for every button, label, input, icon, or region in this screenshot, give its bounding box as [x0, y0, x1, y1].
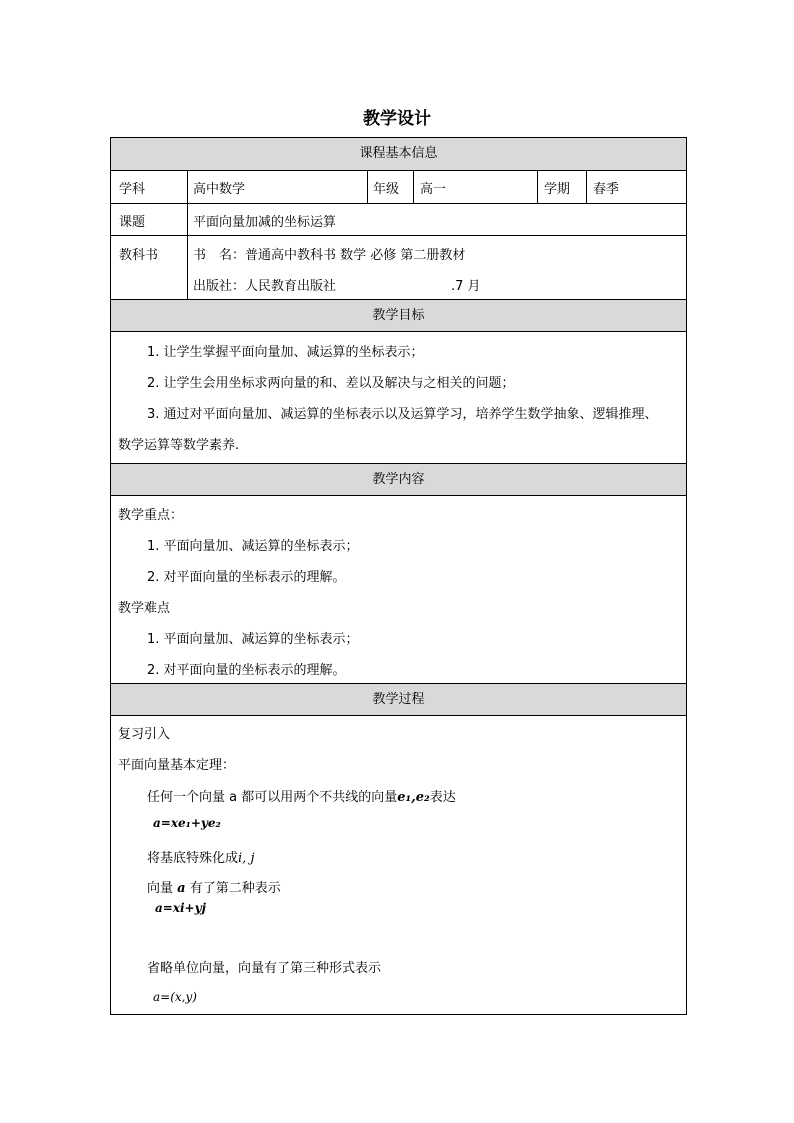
process-line — [147, 847, 254, 866]
vector-symbol: a — [177, 881, 186, 896]
difficulty-item: 2. 对平面向量的坐标表示的理解。 — [147, 663, 346, 678]
term-value: 春季 — [586, 171, 686, 203]
formula-basis: a=xe₁+ye₂ — [153, 816, 221, 830]
topic-value: 平面向量加减的坐标运算 — [187, 204, 686, 235]
process-line — [147, 786, 456, 805]
key-point-item: 2. 对平面向量的坐标表示的理解。 — [147, 570, 346, 585]
formula-unit: a=xi+yj — [155, 901, 206, 915]
lesson-plan-table — [110, 137, 687, 1015]
content-body — [111, 496, 686, 684]
page-title: 教学设计 — [363, 109, 431, 129]
process-line — [147, 877, 281, 896]
textbook-label: 教科书 — [119, 248, 159, 263]
third-form-text: 省略单位向量，向量有了第三种形式表示 — [147, 961, 382, 976]
section-header-process — [111, 684, 686, 716]
term-label: 学期 — [537, 171, 586, 203]
second-form-text-end: 有了第二种表示 — [189, 881, 281, 896]
theorem-text-end: 表达 — [429, 790, 456, 805]
difficulties-label: 教学难点 — [118, 601, 171, 616]
subject-label: 学科 — [119, 182, 146, 197]
section-header-objectives — [111, 300, 686, 332]
book-name: 书 名：普通高中教科书 数学 必修 第二册教材 — [193, 248, 466, 263]
theorem-heading: 平面向量基本定理： — [118, 758, 236, 773]
info-row-subject — [111, 171, 686, 204]
objectives-body — [111, 332, 686, 464]
section-title: 教学目标 — [372, 308, 425, 323]
objective-item: 1. 让学生掌握平面向量加、减运算的坐标表示； — [147, 345, 424, 360]
topic-label: 课题 — [119, 215, 146, 230]
objective-item-continued: 数学运算等数学素养. — [118, 438, 240, 453]
publish-date: .7 月 — [451, 279, 481, 294]
info-row-textbook — [111, 236, 686, 300]
special-basis-text: 将基底特殊化成 — [147, 851, 239, 866]
section-title: 教学过程 — [372, 692, 425, 707]
unit-vectors: i, j — [238, 851, 255, 866]
section-title: 课程基本信息 — [359, 146, 438, 161]
section-header-content — [111, 464, 686, 496]
section-header-basic-info — [111, 138, 686, 171]
key-points-label: 教学重点： — [118, 508, 184, 523]
info-row-topic — [111, 204, 686, 236]
second-form-text: 向量 — [147, 881, 174, 896]
section-title: 教学内容 — [372, 472, 425, 487]
formula-coordinate: a=(x,y) — [153, 990, 197, 1004]
review-heading: 复习引入 — [118, 727, 171, 742]
publisher: 出版社：人民教育出版社 — [193, 279, 337, 294]
objective-item: 2. 让学生会用坐标求两向量的和、差以及解决与之相关的问题； — [147, 376, 515, 391]
subject-value: 高中数学 — [187, 171, 367, 203]
key-point-item: 1. 平面向量加、减运算的坐标表示； — [147, 539, 359, 554]
grade-label: 年级 — [367, 171, 413, 203]
process-body — [111, 716, 686, 1014]
objective-item: 3. 通过对平面向量加、减运算的坐标表示以及运算学习，培养学生数学抽象、逻辑推理、 — [147, 407, 658, 422]
grade-value: 高一 — [413, 171, 537, 203]
basis-vectors: e₁,e₂ — [397, 790, 430, 805]
textbook-details — [187, 236, 686, 299]
difficulty-item: 1. 平面向量加、减运算的坐标表示； — [147, 632, 359, 647]
theorem-text: 任何一个向量 a 都可以用两个不共线的向量 — [147, 790, 398, 805]
